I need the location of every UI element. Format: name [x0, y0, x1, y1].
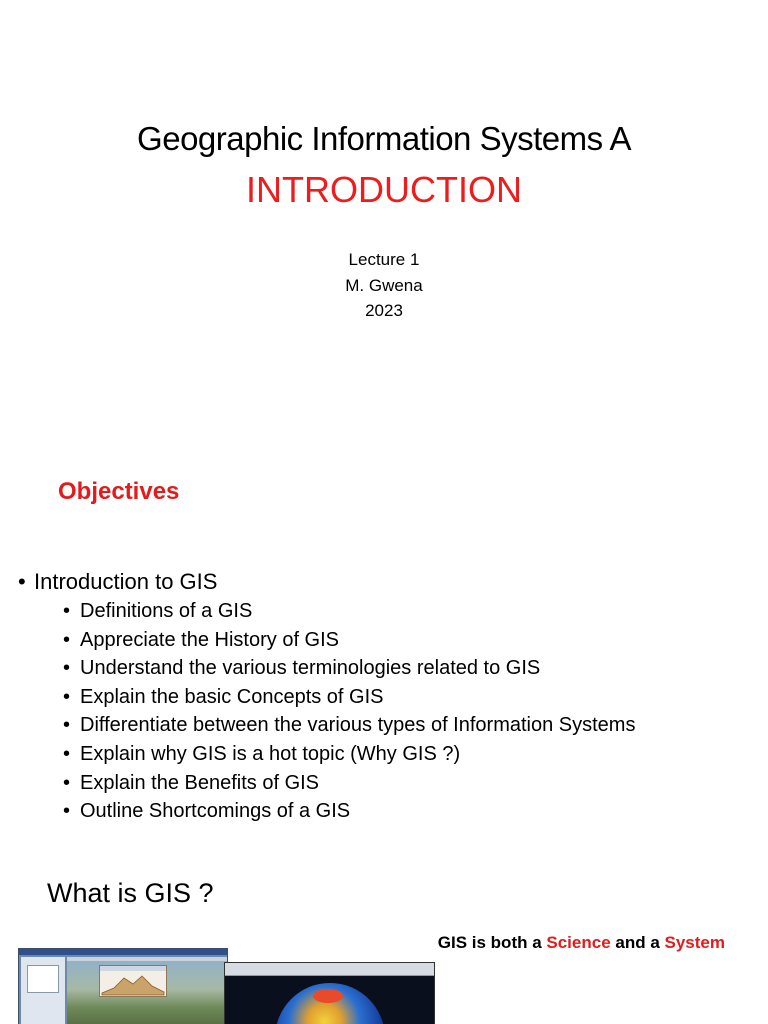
science-word: Science	[546, 933, 611, 952]
statement-text: GIS is both a	[437, 933, 547, 952]
sub-bullet: • Definitions of a GIS	[63, 597, 635, 626]
elevation-profile-graphic	[100, 966, 166, 996]
sub-bullet: • Explain the Benefits of GIS	[63, 769, 635, 798]
panel-box	[27, 965, 59, 993]
sub-bullet: • Explain the basic Concepts of GIS	[63, 683, 635, 712]
globe-image	[275, 983, 385, 1024]
sub-bullet: • Understand the various terminologies related to GIS	[63, 654, 635, 683]
sub-bullet: • Differentiate between the various types of Information Systems	[63, 711, 635, 740]
main-bullet	[18, 567, 635, 826]
gis-software-screenshot	[18, 948, 228, 1024]
author-name: M. Gwena	[345, 275, 423, 295]
system-word: System	[664, 933, 725, 952]
main-bullet-text: Introduction to GIS	[34, 569, 218, 594]
toolbar-strip	[67, 957, 227, 961]
sub-bullet: • Appreciate the History of GIS	[63, 626, 635, 655]
statement-text: and a	[610, 933, 665, 952]
elevation-profile-chart	[99, 965, 167, 997]
objectives-list	[18, 567, 635, 826]
what-is-gis-heading: What is GIS ?	[47, 878, 214, 908]
sub-bullet: • Outline Shortcomings of a GIS	[63, 797, 635, 826]
sub-bullet-list	[34, 597, 635, 826]
lecture-year: 2023	[365, 301, 403, 320]
lecture-number: Lecture 1	[348, 250, 420, 269]
land-region	[313, 989, 343, 1003]
slide-title: Geographic Information Systems A	[137, 120, 631, 157]
globe-visualization-screenshot	[224, 962, 435, 1024]
sub-bullet: • Explain why GIS is a hot topic (Why GIS ?)	[63, 740, 635, 769]
gis-statement	[438, 933, 725, 953]
side-panel	[21, 957, 65, 1024]
slide-subtitle: INTRODUCTION	[246, 169, 522, 210]
objectives-heading: Objectives	[58, 478, 180, 505]
lecture-info	[0, 247, 768, 324]
viewer-toolbar	[225, 963, 434, 976]
window-titlebar	[19, 949, 227, 955]
